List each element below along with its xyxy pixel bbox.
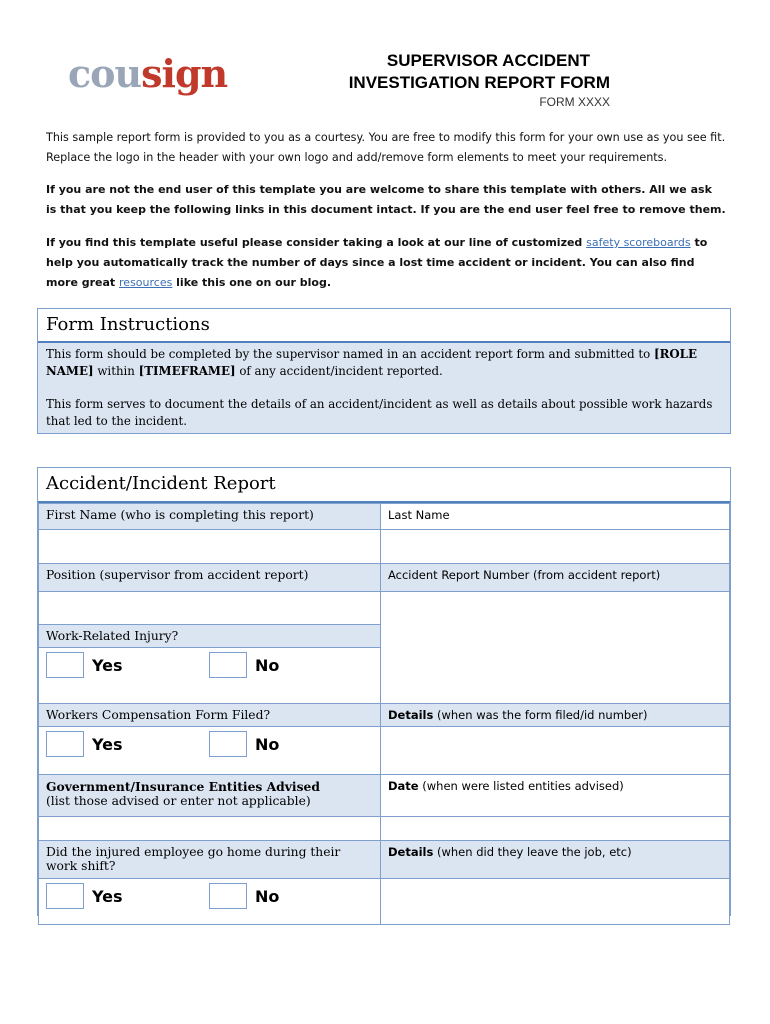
instructions-title: Form Instructions bbox=[38, 309, 730, 343]
wc-filed-options: Yes No bbox=[39, 727, 381, 775]
went-home-options: Yes No bbox=[39, 879, 381, 925]
instructions-paragraph-2: This form serves to document the details of an accident/incident as well as details about possible work hazards that led to the incident. bbox=[46, 397, 713, 428]
form-title-line1: SUPERVISOR ACCIDENT bbox=[386, 51, 590, 70]
went-home-details-field[interactable] bbox=[381, 879, 730, 925]
work-related-yes-checkbox[interactable] bbox=[46, 652, 84, 678]
went-home-details-label: Details (when did they leave the job, etc) bbox=[381, 841, 730, 879]
first-name-label: First Name (who is completing this report) bbox=[39, 504, 381, 530]
gov-entities-field[interactable] bbox=[39, 817, 381, 841]
last-name-field[interactable] bbox=[381, 530, 730, 564]
form-title-line2: INVESTIGATION REPORT FORM bbox=[348, 73, 610, 92]
went-home-no-checkbox[interactable] bbox=[209, 883, 247, 909]
safety-scoreboards-link[interactable]: safety scoreboards bbox=[586, 236, 691, 249]
went-home-label: Did the injured employee go home during their work shift? bbox=[39, 841, 381, 879]
work-related-no-checkbox[interactable] bbox=[209, 652, 247, 678]
work-related-options: Yes No bbox=[39, 648, 381, 704]
last-name-label: Last Name bbox=[381, 504, 730, 530]
intro-paragraph-2: If you are not the end user of this template you are welcome to share this template with others. All we ask is that you keep the following links in this document intact. If you are the end user feel free to remove them. bbox=[46, 183, 726, 216]
wc-filed-no-checkbox[interactable] bbox=[209, 731, 247, 757]
wc-details-label: Details (when was the form filed/id number) bbox=[381, 704, 730, 727]
gov-date-label: Date (when were listed entities advised) bbox=[381, 775, 730, 817]
report-number-field[interactable] bbox=[381, 592, 730, 704]
went-home-yes-checkbox[interactable] bbox=[46, 883, 84, 909]
report-table bbox=[38, 503, 730, 925]
gov-entities-label: Government/Insurance Entities Advised (list those advised or enter not applicable) bbox=[39, 775, 381, 817]
position-label: Position (supervisor from accident report) bbox=[39, 564, 381, 592]
intro-paragraph-3: If you find this template useful please consider taking a look at our line of customized safety scoreboards to help you automatically track the number of days since a lost time accident or incident. You can also find more great resources like this one on our blog. bbox=[46, 236, 708, 289]
form-instructions-section bbox=[37, 308, 731, 434]
gov-date-field[interactable] bbox=[381, 817, 730, 841]
report-title: Accident/Incident Report bbox=[38, 468, 730, 503]
work-related-label: Work-Related Injury? bbox=[39, 625, 381, 648]
accident-report-section bbox=[37, 467, 731, 916]
wc-filed-label: Workers Compensation Form Filed? bbox=[39, 704, 381, 727]
wc-filed-yes-checkbox[interactable] bbox=[46, 731, 84, 757]
form-title bbox=[349, 50, 610, 94]
first-name-field[interactable] bbox=[39, 530, 381, 564]
instructions-body bbox=[38, 343, 730, 433]
resources-link[interactable]: resources bbox=[119, 276, 173, 289]
report-number-label: Accident Report Number (from accident report) bbox=[381, 564, 730, 592]
company-logo: cousign bbox=[68, 51, 228, 96]
position-field[interactable] bbox=[39, 592, 381, 625]
form-code: FORM XXXX bbox=[539, 95, 610, 109]
wc-details-field[interactable] bbox=[381, 727, 730, 775]
intro-paragraph-1: This sample report form is provided to you as a courtesy. You are free to modify this form for your own use as you see fit. Replace the logo in the header with your own logo and add/remove form elements to meet your requirements. bbox=[46, 131, 726, 164]
instructions-paragraph-1: This form should be completed by the supervisor named in an accident report form and submitted to [ROLE NAME] within [TIMEFRAME] of any accident/incident reported. bbox=[46, 347, 697, 378]
